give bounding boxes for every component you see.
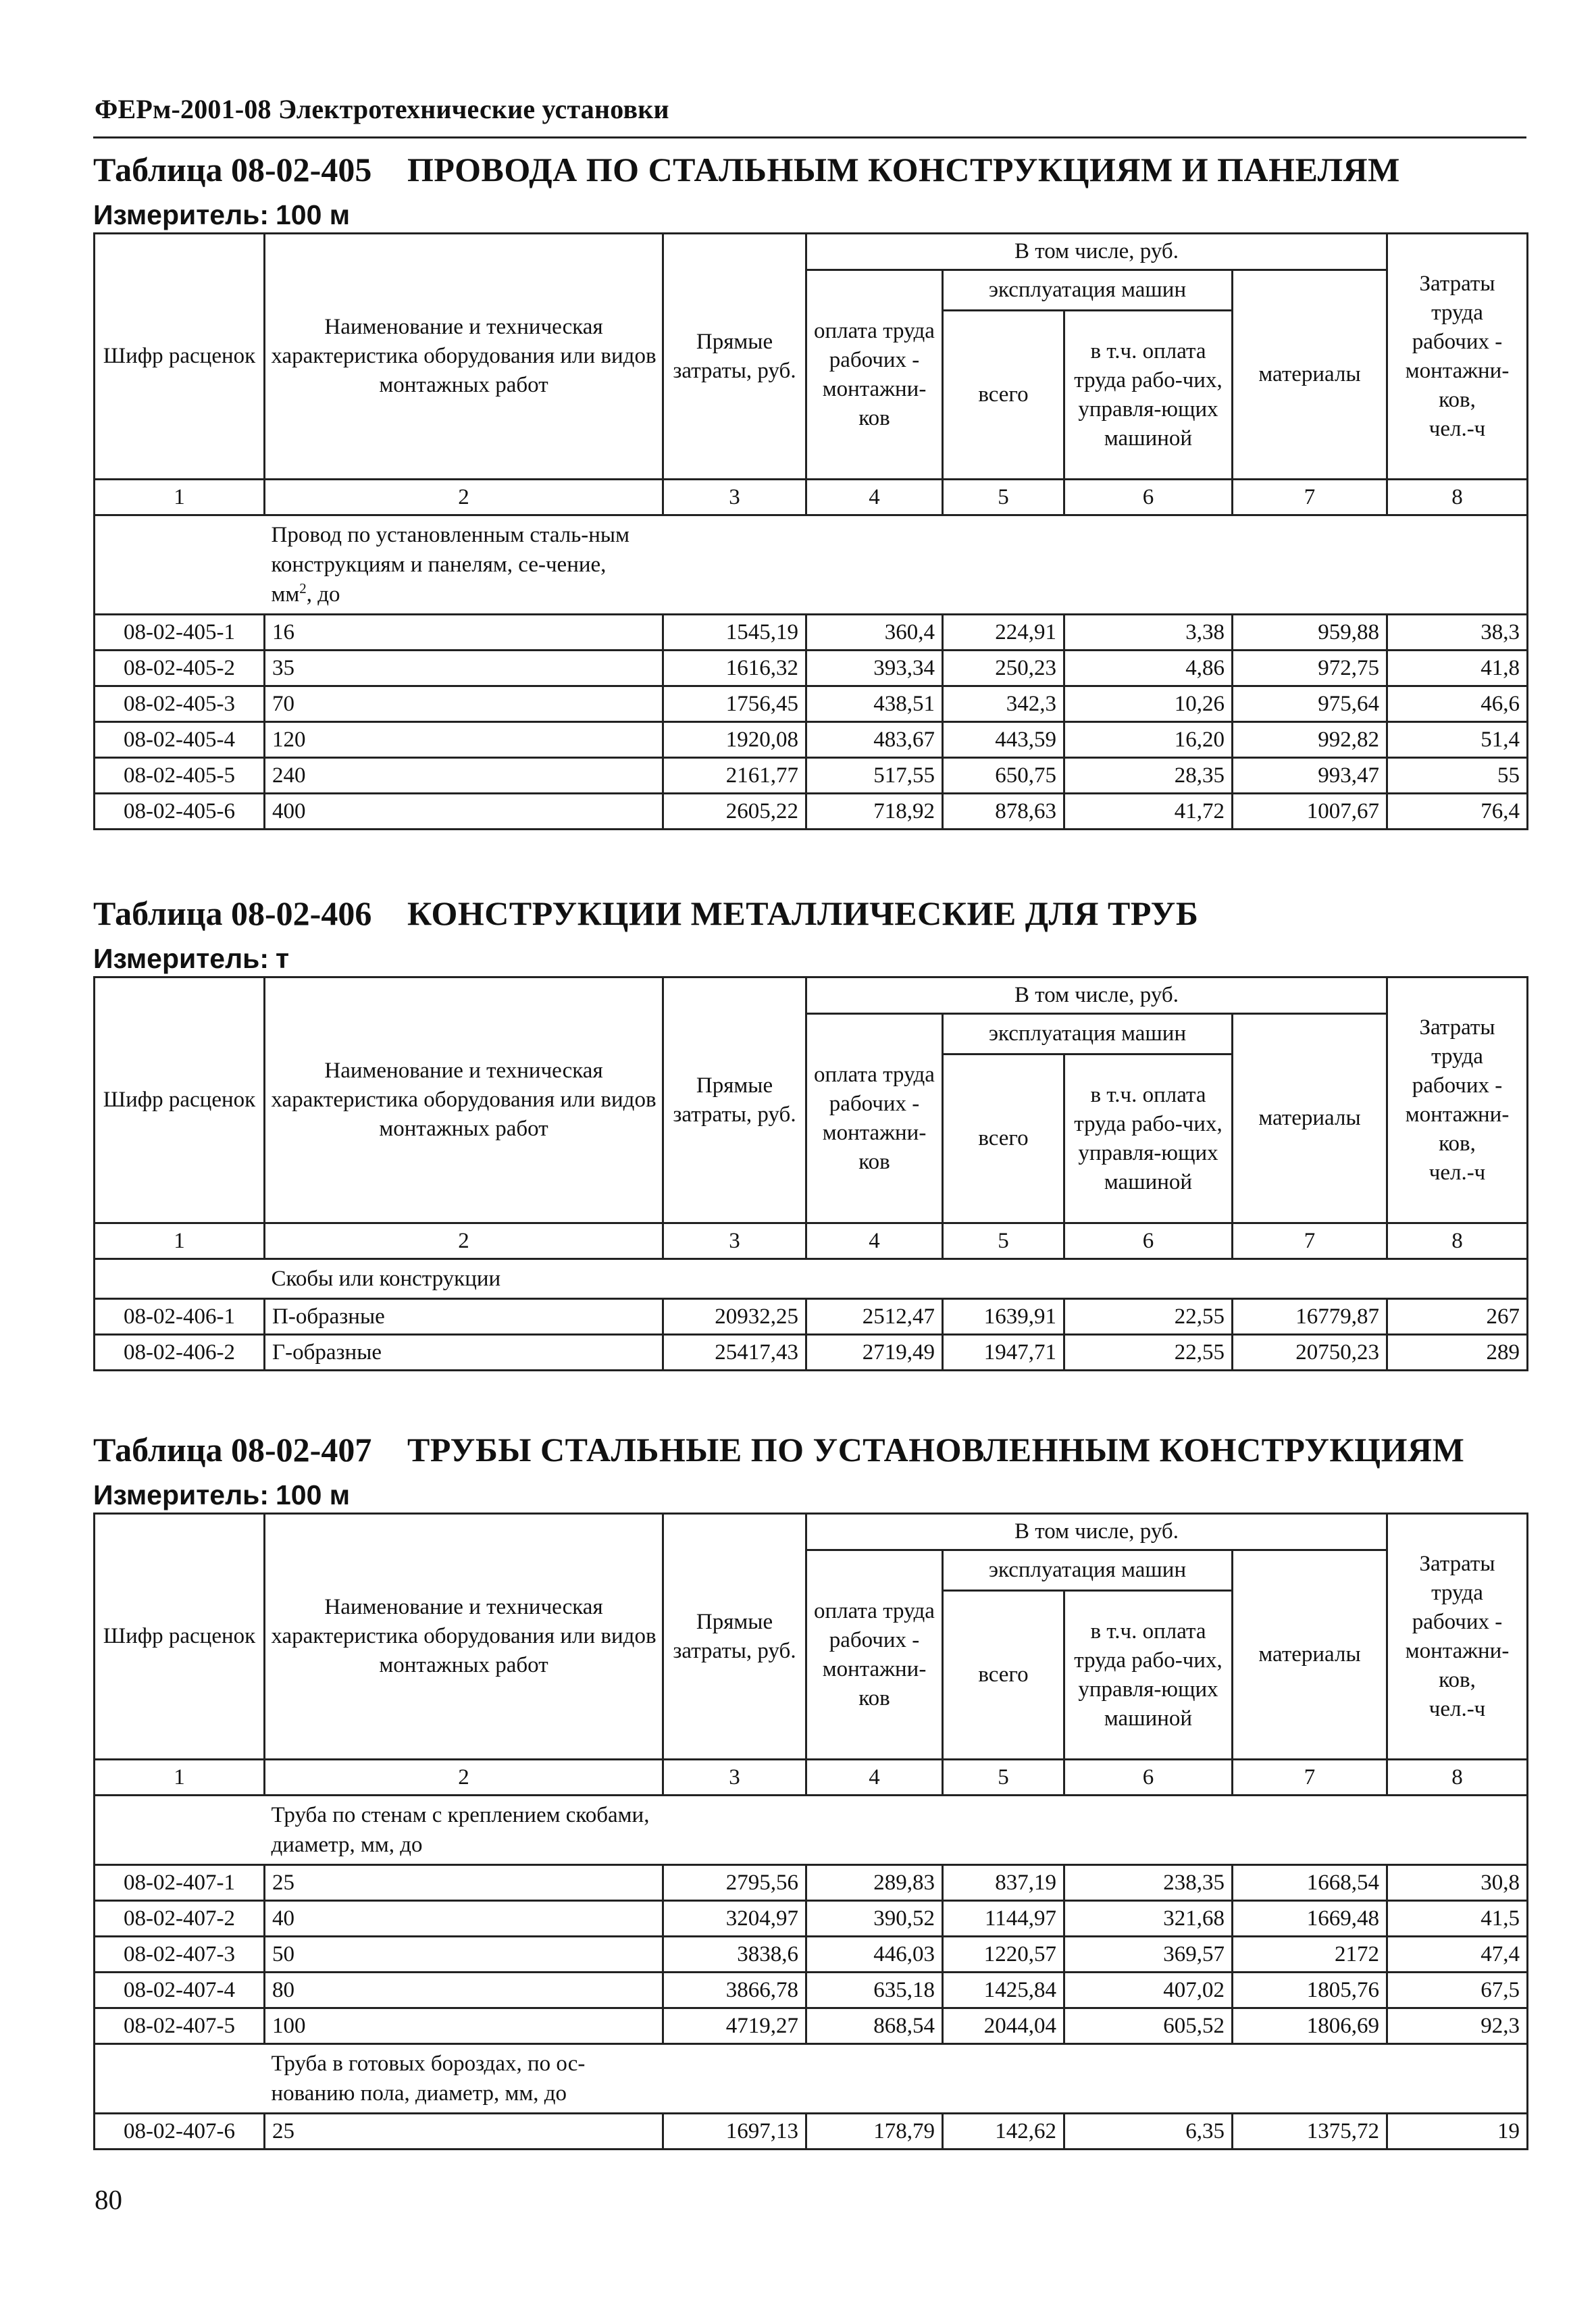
machines-total: 878,63: [943, 794, 1064, 830]
measure-value: 100 м: [276, 199, 351, 230]
item-name: 25: [265, 2114, 663, 2150]
header-labor: [1387, 1514, 1528, 1760]
materials: 992,82: [1233, 722, 1387, 758]
materials: 959,88: [1233, 615, 1387, 651]
machines-wages: 4,86: [1064, 651, 1233, 686]
group-caption: [265, 1796, 1528, 1865]
table-row: [95, 794, 1528, 830]
rate-code: 08-02-405-3: [95, 686, 265, 722]
wages: 635,18: [806, 1973, 943, 2008]
column-number: 5: [943, 1760, 1064, 1796]
wages: 178,79: [806, 2114, 943, 2150]
item-name: П-образные: [265, 1299, 663, 1335]
labor-hours: 267: [1387, 1299, 1528, 1335]
machines-wages: 407,02: [1064, 1973, 1233, 2008]
rate-code: 08-02-407-3: [95, 1937, 265, 1973]
rate-code: 08-02-406-2: [95, 1335, 265, 1371]
table-title: КОНСТРУКЦИИ МЕТАЛЛИЧЕСКИЕ ДЛЯ ТРУБ: [407, 894, 1199, 932]
column-number: 7: [1233, 1223, 1387, 1259]
item-name: 70: [265, 686, 663, 722]
rate-code: 08-02-407-6: [95, 2114, 265, 2150]
header-machines-wages: в т.ч. оплата труда рабо-чих, управля-ющих машиной: [1064, 311, 1233, 480]
materials: 1805,76: [1233, 1973, 1387, 2008]
header-name: Наименование и техническая характеристика оборудования или видов монтажных работ: [265, 234, 663, 480]
machines-total: 224,91: [943, 615, 1064, 651]
direct-costs: 2161,77: [663, 758, 806, 794]
column-number: 5: [943, 1223, 1064, 1259]
wages: 438,51: [806, 686, 943, 722]
column-number: 8: [1387, 1223, 1528, 1259]
rate-code: 08-02-407-4: [95, 1973, 265, 2008]
materials: 16779,87: [1233, 1299, 1387, 1335]
direct-costs: 20932,25: [663, 1299, 806, 1335]
table-row: [95, 1335, 1528, 1371]
header-labor-text: Затраты труда рабочих - монтажни-ков,: [1405, 271, 1510, 412]
rate-code: 08-02-405-4: [95, 722, 265, 758]
group-caption-main: Труба в готовых бороздах, по ос-нованию пола, диаметр, мм, до: [271, 2052, 586, 2106]
machines-total: 2044,04: [943, 2008, 1064, 2044]
group-caption: [265, 1259, 1528, 1299]
header-materials: материалы: [1233, 270, 1387, 480]
column-number: 3: [663, 1223, 806, 1259]
table-heading: [93, 150, 1526, 197]
table-row: [95, 2008, 1528, 2044]
group-code-cell: [95, 515, 265, 615]
header-direct-costs: Прямые затраты, руб.: [663, 234, 806, 480]
page-number: 80: [95, 2184, 122, 2215]
machines-total: 1144,97: [943, 1901, 1064, 1937]
column-number: 6: [1064, 1223, 1233, 1259]
norm-table: [93, 976, 1528, 1371]
column-number: 2: [265, 480, 663, 515]
item-name: 40: [265, 1901, 663, 1937]
column-number: 8: [1387, 1760, 1528, 1796]
table-row: [95, 2114, 1528, 2150]
header-wages: оплата труда рабочих - монтажни-ков: [806, 1014, 943, 1223]
machines-total: 650,75: [943, 758, 1064, 794]
materials: 1375,72: [1233, 2114, 1387, 2150]
header-code: Шифр расценок: [95, 1514, 265, 1760]
machines-wages: 28,35: [1064, 758, 1233, 794]
rate-code: 08-02-405-6: [95, 794, 265, 830]
machines-total: 1220,57: [943, 1937, 1064, 1973]
header-name: Наименование и техническая характеристика оборудования или видов монтажных работ: [265, 977, 663, 1223]
machines-wages: 238,35: [1064, 1865, 1233, 1901]
machines-total: 1425,84: [943, 1973, 1064, 2008]
rate-code: 08-02-407-1: [95, 1865, 265, 1901]
machines-wages: 22,55: [1064, 1299, 1233, 1335]
table-number: Таблица 08-02-407: [93, 1431, 372, 1469]
labor-hours: 55: [1387, 758, 1528, 794]
materials: 20750,23: [1233, 1335, 1387, 1371]
wages: 2512,47: [806, 1299, 943, 1335]
measure-label: Измеритель:: [93, 199, 269, 230]
column-number: 8: [1387, 480, 1528, 515]
group-caption-text: [272, 520, 650, 609]
header-machines: эксплуатация машин: [943, 1550, 1233, 1591]
machines-wages: 10,26: [1064, 686, 1233, 722]
labor-hours: 67,5: [1387, 1973, 1528, 2008]
wages: 446,03: [806, 1937, 943, 1973]
direct-costs: 4719,27: [663, 2008, 806, 2044]
item-name: 400: [265, 794, 663, 830]
machines-wages: 3,38: [1064, 615, 1233, 651]
norm-table-section: [93, 150, 1526, 830]
header-code: Шифр расценок: [95, 234, 265, 480]
header-machines-total: всего: [943, 311, 1064, 480]
norm-table: [93, 1513, 1528, 2150]
direct-costs: 3204,97: [663, 1901, 806, 1937]
labor-hours: 46,6: [1387, 686, 1528, 722]
table-heading: [93, 1430, 1526, 1477]
header-direct-costs: Прямые затраты, руб.: [663, 977, 806, 1223]
header-machines: эксплуатация машин: [943, 1014, 1233, 1054]
machines-total: 142,62: [943, 2114, 1064, 2150]
wages: 289,83: [806, 1865, 943, 1901]
group-code-cell: [95, 1796, 265, 1865]
wages: 483,67: [806, 722, 943, 758]
column-number: 1: [95, 480, 265, 515]
header-labor: [1387, 977, 1528, 1223]
column-numbers-row: [95, 1760, 1528, 1796]
group-caption: [265, 515, 1528, 615]
labor-hours: 289: [1387, 1335, 1528, 1371]
column-number: 1: [95, 1760, 265, 1796]
header-name: Наименование и техническая характеристика оборудования или видов монтажных работ: [265, 1514, 663, 1760]
wages: 2719,49: [806, 1335, 943, 1371]
header-row: [95, 1514, 1528, 1550]
column-number: 2: [265, 1760, 663, 1796]
machines-wages: 605,52: [1064, 2008, 1233, 2044]
table-heading: [93, 894, 1526, 941]
header-labor-unit: чел.-ч: [1428, 416, 1486, 441]
materials: 972,75: [1233, 651, 1387, 686]
group-caption-superscript: 2: [299, 580, 307, 596]
group-row: [95, 2044, 1528, 2114]
group-code-cell: [95, 2044, 265, 2114]
header-rule: [93, 136, 1526, 138]
wages: 718,92: [806, 794, 943, 830]
group-caption-text: [272, 2049, 650, 2108]
direct-costs: 2605,22: [663, 794, 806, 830]
wages: 868,54: [806, 2008, 943, 2044]
direct-costs: 1920,08: [663, 722, 806, 758]
column-number: 5: [943, 480, 1064, 515]
column-number: 7: [1233, 480, 1387, 515]
machines-wages: 22,55: [1064, 1335, 1233, 1371]
labor-hours: 47,4: [1387, 1937, 1528, 1973]
group-caption: [265, 2044, 1528, 2114]
materials: 1669,48: [1233, 1901, 1387, 1937]
column-number: 2: [265, 1223, 663, 1259]
materials: 1668,54: [1233, 1865, 1387, 1901]
header-direct-costs: Прямые затраты, руб.: [663, 1514, 806, 1760]
machines-wages: 321,68: [1064, 1901, 1233, 1937]
header-code: Шифр расценок: [95, 977, 265, 1223]
machines-wages: 369,57: [1064, 1937, 1233, 1973]
header-labor-unit: чел.-ч: [1428, 1696, 1486, 1721]
machines-total: 1639,91: [943, 1299, 1064, 1335]
table-row: [95, 758, 1528, 794]
materials: 1007,67: [1233, 794, 1387, 830]
item-name: 25: [265, 1865, 663, 1901]
wages: 517,55: [806, 758, 943, 794]
header-including: В том числе, руб.: [806, 1514, 1387, 1550]
item-name: 16: [265, 615, 663, 651]
materials: 2172: [1233, 1937, 1387, 1973]
item-name: 120: [265, 722, 663, 758]
wages: 393,34: [806, 651, 943, 686]
labor-hours: 76,4: [1387, 794, 1528, 830]
labor-hours: 92,3: [1387, 2008, 1528, 2044]
column-number: 7: [1233, 1760, 1387, 1796]
machines-total: 250,23: [943, 651, 1064, 686]
labor-hours: 30,8: [1387, 1865, 1528, 1901]
direct-costs: 2795,56: [663, 1865, 806, 1901]
labor-hours: 41,8: [1387, 651, 1528, 686]
machines-wages: 6,35: [1064, 2114, 1233, 2150]
table-row: [95, 651, 1528, 686]
measure-value: т: [276, 943, 290, 974]
measure-unit: [93, 1477, 1526, 1513]
header-labor: [1387, 234, 1528, 480]
machines-wages: 16,20: [1064, 722, 1233, 758]
column-numbers-row: [95, 480, 1528, 515]
table-row: [95, 1901, 1528, 1937]
table-row: [95, 1973, 1528, 2008]
header-including: В том числе, руб.: [806, 234, 1387, 270]
norm-table-section: [93, 894, 1526, 1371]
table-title: ТРУБЫ СТАЛЬНЫЕ ПО УСТАНОВЛЕННЫМ КОНСТРУКЦИЯМ: [407, 1431, 1465, 1469]
norm-table: [93, 232, 1528, 830]
group-caption-text: [272, 1800, 650, 1860]
direct-costs: 1697,13: [663, 2114, 806, 2150]
header-row: [95, 977, 1528, 1014]
measure-label: Измеритель:: [93, 1479, 269, 1510]
header-labor-text: Затраты труда рабочих - монтажни-ков,: [1405, 1015, 1510, 1156]
table-row: [95, 615, 1528, 651]
group-caption-main: Скобы или конструкции: [271, 1267, 501, 1291]
item-name: 80: [265, 1973, 663, 2008]
header-machines-wages: в т.ч. оплата труда рабо-чих, управля-ющих машиной: [1064, 1591, 1233, 1760]
column-number: 4: [806, 480, 943, 515]
item-name: 240: [265, 758, 663, 794]
measure-unit: [93, 941, 1526, 976]
table-row: [95, 1865, 1528, 1901]
labor-hours: 38,3: [1387, 615, 1528, 651]
measure-value: 100 м: [276, 1479, 351, 1510]
rate-code: 08-02-405-1: [95, 615, 265, 651]
column-number: 1: [95, 1223, 265, 1259]
header-machines-wages: в т.ч. оплата труда рабо-чих, управля-ющих машиной: [1064, 1054, 1233, 1223]
column-number: 3: [663, 480, 806, 515]
group-code-cell: [95, 1259, 265, 1299]
labor-hours: 51,4: [1387, 722, 1528, 758]
header-wages: оплата труда рабочих - монтажни-ков: [806, 1550, 943, 1760]
running-head: ФЕРм-2001-08 Электротехнические установки: [95, 94, 669, 124]
rate-code: 08-02-406-1: [95, 1299, 265, 1335]
header-materials: материалы: [1233, 1550, 1387, 1760]
item-name: 50: [265, 1937, 663, 1973]
table-row: [95, 1937, 1528, 1973]
header-labor-text: Затраты труда рабочих - монтажни-ков,: [1405, 1551, 1510, 1692]
measure-unit: [93, 197, 1526, 232]
column-number: 4: [806, 1223, 943, 1259]
group-caption-tail: , до: [306, 582, 340, 607]
measure-label: Измеритель:: [93, 943, 269, 974]
group-row: [95, 1796, 1528, 1865]
column-number: 4: [806, 1760, 943, 1796]
header-machines-total: всего: [943, 1054, 1064, 1223]
materials: 975,64: [1233, 686, 1387, 722]
header-machines-total: всего: [943, 1591, 1064, 1760]
machines-total: 1947,71: [943, 1335, 1064, 1371]
wages: 360,4: [806, 615, 943, 651]
header-row: [95, 234, 1528, 270]
column-number: 6: [1064, 480, 1233, 515]
table-number: Таблица 08-02-406: [93, 894, 372, 932]
header-labor-unit: чел.-ч: [1428, 1160, 1486, 1185]
labor-hours: 41,5: [1387, 1901, 1528, 1937]
item-name: Г-образные: [265, 1335, 663, 1371]
column-number: 6: [1064, 1760, 1233, 1796]
header-materials: материалы: [1233, 1014, 1387, 1223]
group-caption-text: [272, 1264, 650, 1294]
machines-total: 837,19: [943, 1865, 1064, 1901]
header-including: В том числе, руб.: [806, 977, 1387, 1014]
wages: 390,52: [806, 1901, 943, 1937]
table-row: [95, 686, 1528, 722]
rate-code: 08-02-407-5: [95, 2008, 265, 2044]
direct-costs: 1756,45: [663, 686, 806, 722]
header-machines: эксплуатация машин: [943, 270, 1233, 311]
rate-code: 08-02-405-5: [95, 758, 265, 794]
group-row: [95, 1259, 1528, 1299]
direct-costs: 25417,43: [663, 1335, 806, 1371]
direct-costs: 1616,32: [663, 651, 806, 686]
table-number: Таблица 08-02-405: [93, 151, 372, 188]
rate-code: 08-02-405-2: [95, 651, 265, 686]
table-title: ПРОВОДА ПО СТАЛЬНЫМ КОНСТРУКЦИЯМ И ПАНЕЛЯМ: [407, 151, 1400, 188]
group-row: [95, 515, 1528, 615]
item-name: 100: [265, 2008, 663, 2044]
group-caption-main: Провод по установленным сталь-ным конструкциям и панелям, се-чение, мм: [271, 523, 629, 607]
machines-total: 342,3: [943, 686, 1064, 722]
column-number: 3: [663, 1760, 806, 1796]
labor-hours: 19: [1387, 2114, 1528, 2150]
materials: 993,47: [1233, 758, 1387, 794]
direct-costs: 3866,78: [663, 1973, 806, 2008]
materials: 1806,69: [1233, 2008, 1387, 2044]
rate-code: 08-02-407-2: [95, 1901, 265, 1937]
table-row: [95, 1299, 1528, 1335]
column-numbers-row: [95, 1223, 1528, 1259]
norm-table-section: [93, 1430, 1526, 2150]
table-row: [95, 722, 1528, 758]
group-caption-main: Труба по стенам с креплением скобами, диаметр, мм, до: [271, 1803, 650, 1857]
machines-total: 443,59: [943, 722, 1064, 758]
item-name: 35: [265, 651, 663, 686]
header-wages: оплата труда рабочих - монтажни-ков: [806, 270, 943, 480]
machines-wages: 41,72: [1064, 794, 1233, 830]
direct-costs: 1545,19: [663, 615, 806, 651]
direct-costs: 3838,6: [663, 1937, 806, 1973]
